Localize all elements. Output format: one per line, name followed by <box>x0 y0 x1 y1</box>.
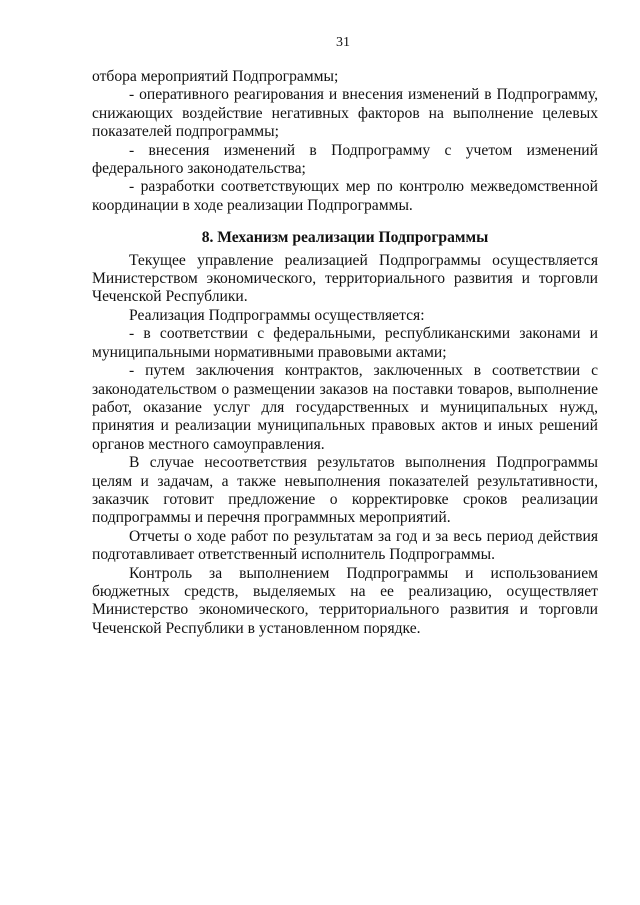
text-line: - оперативного реагирования и внесения изменений в Подпрограмму, <box>129 86 598 104</box>
section-heading: 8. Механизм реализации Подпрограммы <box>201 229 489 247</box>
section-body <box>92 252 598 639</box>
text-line: снижающих воздействие негативных факторов на выполнение целевых <box>92 104 598 122</box>
text-line: - в соответствии с федеральными, республиканскими законами и <box>129 325 598 343</box>
text-line: муниципальными нормативными правовыми актами; <box>92 343 447 361</box>
text-line: подготавливает ответственный исполнитель Подпрограммы. <box>92 546 496 564</box>
text-line: принятия и реализации муниципальных правовых актов и иных решений <box>92 417 598 435</box>
text-line: В случае несоответствия результатов выполнения Подпрограммы <box>129 454 598 472</box>
text-line: - путем заключения контрактов, заключенных в соответствии с <box>129 362 598 380</box>
text-line: координации в ходе реализации Подпрограммы. <box>92 196 413 214</box>
paragraph <box>92 307 598 325</box>
paragraph <box>92 86 598 141</box>
text-line: Министерство экономического, территориального развития и торговли <box>92 601 598 619</box>
text-line: Министерством экономического, территориального развития и торговли <box>92 270 598 288</box>
text-line: Текущее управление реализацией Подпрограммы осуществляется <box>129 251 598 269</box>
paragraph <box>92 68 598 86</box>
intro-section <box>92 68 598 215</box>
text-line: законодательством о размещении заказов на поставки товаров, выполнение <box>92 380 598 398</box>
paragraph <box>92 362 598 454</box>
paragraph <box>92 528 598 565</box>
page-number: 31 <box>336 35 350 50</box>
paragraph <box>92 454 598 528</box>
text-line: целям и задачам, а также невыполнения показателей результативности, <box>92 472 598 490</box>
text-line: Чеченской Республики. <box>92 288 248 306</box>
text-line: органов местного самоуправления. <box>92 435 325 453</box>
text-line: федерального законодательства; <box>92 160 306 178</box>
text-line: заказчик готовит предложение о корректировке сроков реализации <box>92 490 598 508</box>
paragraph <box>92 565 598 639</box>
text-line: Реализация Подпрограммы осуществляется: <box>129 306 425 324</box>
text-line: Контроль за выполнением Подпрограммы и использованием <box>129 564 598 582</box>
text-line: показателей подпрограммы; <box>92 123 279 141</box>
text-line: работ, оказание услуг для государственных и муниципальных нужд, <box>92 398 598 416</box>
text-line: Чеченской Республики в установленном порядке. <box>92 619 421 637</box>
paragraph <box>92 142 598 179</box>
paragraph <box>92 252 598 307</box>
text-line: отбора мероприятий Подпрограммы; <box>92 68 339 85</box>
text-line: подпрограммы и перечня программных мероприятий. <box>92 509 451 527</box>
text-line: - разработки соответствующих мер по контролю межведомственной <box>129 178 598 196</box>
text-line: - внесения изменений в Подпрограмму с учетом изменений <box>129 141 598 159</box>
paragraph <box>92 325 598 362</box>
text-line: Отчеты о ходе работ по результатам за год и за весь период действия <box>129 527 598 545</box>
text-line: бюджетных средств, выделяемых на ее реализацию, осуществляет <box>92 582 598 600</box>
paragraph <box>92 178 598 215</box>
document-body <box>92 68 598 638</box>
